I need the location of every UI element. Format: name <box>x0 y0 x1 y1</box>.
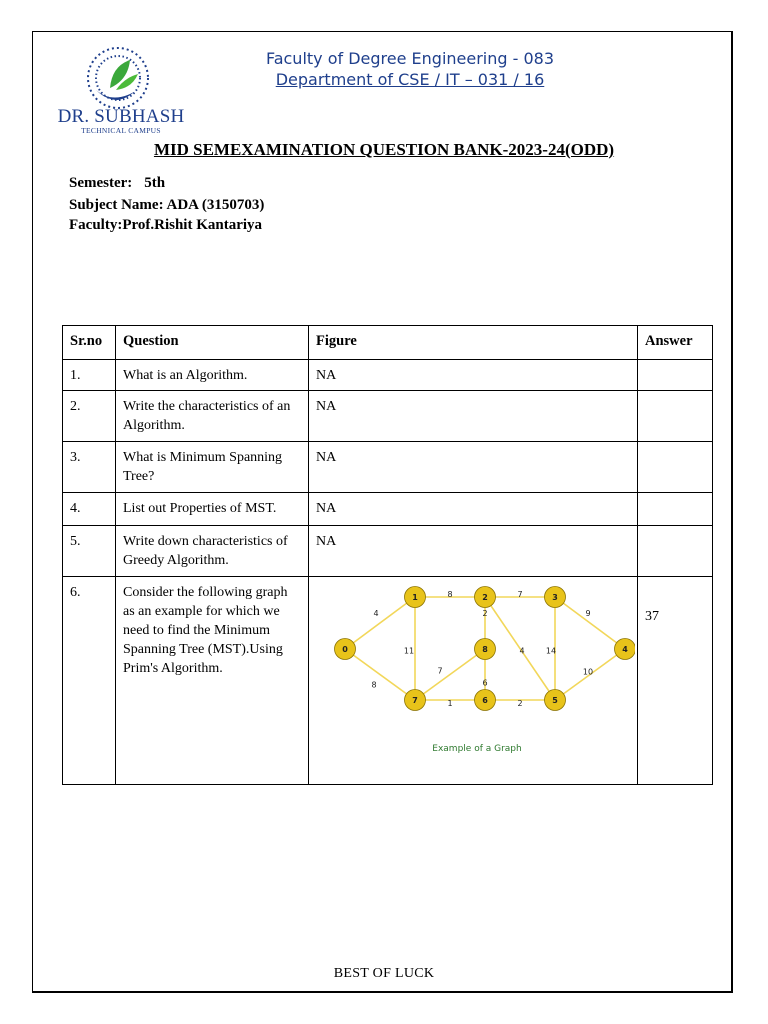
row-question: Write the characteristics of an Algorithm. <box>116 391 309 442</box>
question-table <box>62 325 713 785</box>
row-question: What is an Algorithm. <box>116 360 309 391</box>
logo-name: DR. SUBHASH <box>57 106 185 127</box>
graph-node-label: 1 <box>412 593 418 602</box>
semester-label: Semester: <box>69 175 133 191</box>
table-header-row <box>63 326 713 360</box>
graph-node-label: 8 <box>482 645 488 654</box>
graph-edge-weight: 1 <box>447 699 453 708</box>
department-heading: Department of CSE / IT – 031 / 16 <box>275 70 545 89</box>
row-question: What is Minimum Spanning Tree? <box>116 442 309 493</box>
graph-edge-weight: 4 <box>519 646 525 656</box>
graph-node-label: 2 <box>482 593 488 602</box>
graph-edge-weight: 6 <box>482 678 488 688</box>
graph-edge-weight: 10 <box>582 667 594 677</box>
graph-edge-weight: 2 <box>482 609 488 618</box>
graph-edge-0-1 <box>345 597 415 649</box>
header-srno: Sr.no <box>63 326 116 360</box>
row-figure: NA <box>309 493 638 526</box>
table-row <box>63 577 713 785</box>
row-figure: NA <box>309 360 638 391</box>
graph-node-label: 0 <box>342 645 348 654</box>
row-answer <box>638 493 713 526</box>
row-srno: 6. <box>63 577 116 785</box>
row-question: Write down characteristics of Greedy Algorithm. <box>116 526 309 577</box>
faculty-line: Faculty:Prof.Rishit Kantariya <box>69 217 263 233</box>
header-answer: Answer <box>638 326 713 360</box>
row-srno: 5. <box>63 526 116 577</box>
graph-edge-weight: 9 <box>585 609 591 618</box>
graph-node-label: 4 <box>622 645 628 654</box>
graph-edge-weight: 14 <box>545 646 557 656</box>
row-answer <box>638 391 713 442</box>
semester-value: 5th <box>144 175 166 191</box>
row-answer <box>638 360 713 391</box>
graph-edge-3-4 <box>555 597 625 649</box>
row-figure: NA <box>309 391 638 442</box>
footer-text: BEST OF LUCK <box>333 966 435 981</box>
graph-node-label: 3 <box>552 593 558 602</box>
graph-caption: Example of a Graph <box>432 744 522 754</box>
row-figure: NA <box>309 442 638 493</box>
graph-figure <box>317 579 635 759</box>
graph-edge-weight: 7 <box>437 666 443 676</box>
header-question: Question <box>116 326 309 360</box>
graph-node-label: 6 <box>482 696 488 705</box>
row-srno: 4. <box>63 493 116 526</box>
graph-edge-weight: 4 <box>373 609 379 618</box>
row-srno: 2. <box>63 391 116 442</box>
row-answer <box>638 526 713 577</box>
row-question: Consider the following graph as an example for which we need to find the Minimum Spanning Tree (MST).Using Prim's Algorithm. <box>116 577 309 785</box>
table-row <box>63 391 713 442</box>
row-srno: 1. <box>63 360 116 391</box>
row-answer <box>638 442 713 493</box>
logo-text <box>56 106 186 135</box>
graph-edge-weight: 8 <box>371 680 377 690</box>
row-srno: 3. <box>63 442 116 493</box>
table-row <box>63 442 713 493</box>
logo-subtitle: TECHNICAL CAMPUS <box>81 126 161 135</box>
graph-edge-weight: 11 <box>403 646 415 656</box>
graph-edge-weight: 8 <box>447 590 453 599</box>
graph-node-label: 5 <box>552 696 558 705</box>
header-figure: Figure <box>309 326 638 360</box>
faculty-heading: Faculty of Degree Engineering - 083 <box>265 49 555 68</box>
subject-line: Subject Name: ADA (3150703) <box>69 197 265 213</box>
row-figure-graph <box>309 577 638 785</box>
document-title: MID SEMEXAMINATION QUESTION BANK-2023-24(ODD) <box>153 140 615 159</box>
row-question: List out Properties of MST. <box>116 493 309 526</box>
row-figure: NA <box>309 526 638 577</box>
graph-edge-7-8 <box>415 649 488 700</box>
graph-edge-weight: 2 <box>517 699 523 708</box>
table-row <box>63 493 713 526</box>
table-row <box>63 360 713 391</box>
graph-edge-0-7 <box>345 646 415 700</box>
graph-node-label: 7 <box>412 696 418 705</box>
table-row <box>63 526 713 577</box>
row-answer: 37 <box>638 577 713 785</box>
graph-edge-weight: 7 <box>517 590 523 599</box>
semester-line <box>69 175 165 192</box>
